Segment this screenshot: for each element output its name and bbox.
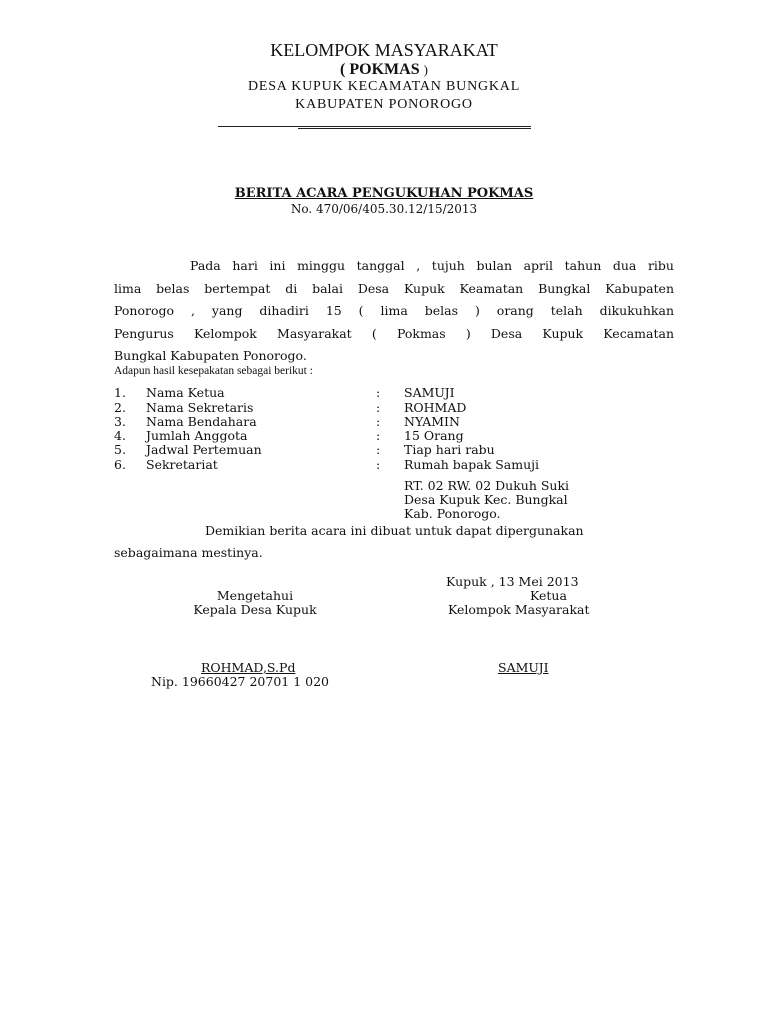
closing-statement-end: sebagaimana mestinya. [114, 545, 263, 560]
item-colon: : [376, 457, 381, 472]
left-signer-title: Kepala Desa Kupuk [193, 602, 317, 617]
item-label: Sekretariat [146, 457, 218, 472]
org-abbreviation [0, 61, 768, 79]
village-line: DESA KUPUK KECAMATAN BUNGKAL [247, 79, 521, 94]
item-value: Tiap hari rabu [404, 442, 495, 457]
item-number: 2. [114, 400, 126, 415]
item-label: Nama Ketua [146, 385, 225, 400]
item-number: 1. [114, 385, 126, 400]
org-abbreviation-close: ) [423, 62, 428, 77]
header-divider-bold [298, 128, 531, 129]
org-abbreviation-text: ( POKMAS [340, 61, 424, 78]
item-value: ROHMAD [404, 400, 467, 415]
item-number: 5. [114, 442, 126, 457]
left-signer-nip: Nip. 19660427 20701 1 020 [151, 674, 330, 689]
item-number: 3. [114, 414, 126, 429]
right-signer-name: SAMUJI [498, 660, 549, 675]
left-signer-role: Mengetahui [216, 588, 294, 603]
item-value: 15 Orang [404, 428, 464, 443]
org-name: KELOMPOK MASYARAKAT [270, 40, 498, 60]
item-label: Jumlah Anggota [146, 428, 248, 443]
closing-statement: Demikian berita acara ini dibuat untuk dapat dipergunakan [205, 523, 584, 538]
item-label: Nama Bendahara [146, 414, 257, 429]
right-signer-title: Kelompok Masyarakat [448, 602, 590, 617]
item-number: 6. [114, 457, 126, 472]
paragraph-line: Ponorogo , yang dihadiri 15 ( lima belas ) orang telah dikukuhkan [114, 303, 674, 318]
document-title: BERITA ACARA PENGUKUHAN POKMAS [234, 186, 534, 201]
right-signer-role: Ketua [530, 588, 567, 603]
left-signer-name: ROHMAD,S.Pd [201, 660, 296, 675]
item-label: Jadwal Pertemuan [146, 442, 262, 457]
document-number: No. 470/06/405.30.12/15/2013 [290, 202, 478, 216]
item-number: 4. [114, 428, 126, 443]
address-line: Kab. Ponorogo. [404, 506, 501, 521]
item-value: SAMUJI [404, 385, 455, 400]
item-colon: : [376, 400, 381, 415]
item-colon: : [376, 428, 381, 443]
header-divider [218, 126, 531, 127]
item-colon: : [376, 385, 381, 400]
paragraph-line: Pengurus Kelompok Masyarakat ( Pokmas ) Desa Kupuk Kecamatan [114, 325, 674, 341]
item-value: NYAMIN [404, 414, 460, 429]
item-value: Rumah bapak Samuji [404, 457, 540, 472]
agreement-intro: Adapun hasil kesepakatan sebagai berikut : [114, 365, 313, 377]
item-colon: : [376, 442, 381, 457]
place-date: Kupuk , 13 Mei 2013 [446, 574, 579, 589]
regency-line: KABUPATEN PONOROGO [295, 97, 473, 112]
item-label: Nama Sekretaris [146, 400, 254, 415]
item-colon: : [376, 414, 381, 429]
opening-paragraph [114, 255, 674, 368]
paragraph-line: Pada hari ini minggu tanggal , tujuh bulan april tahun dua ribu [190, 258, 674, 273]
address-line: RT. 02 RW. 02 Dukuh Suki [404, 478, 570, 493]
paragraph-line: Bungkal Kabupaten Ponorogo. [114, 348, 307, 363]
address-line: Desa Kupuk Kec. Bungkal [404, 492, 568, 507]
paragraph-line: lima belas bertempat di balai Desa Kupuk Keamatan Bungkal Kabupaten [114, 280, 674, 296]
